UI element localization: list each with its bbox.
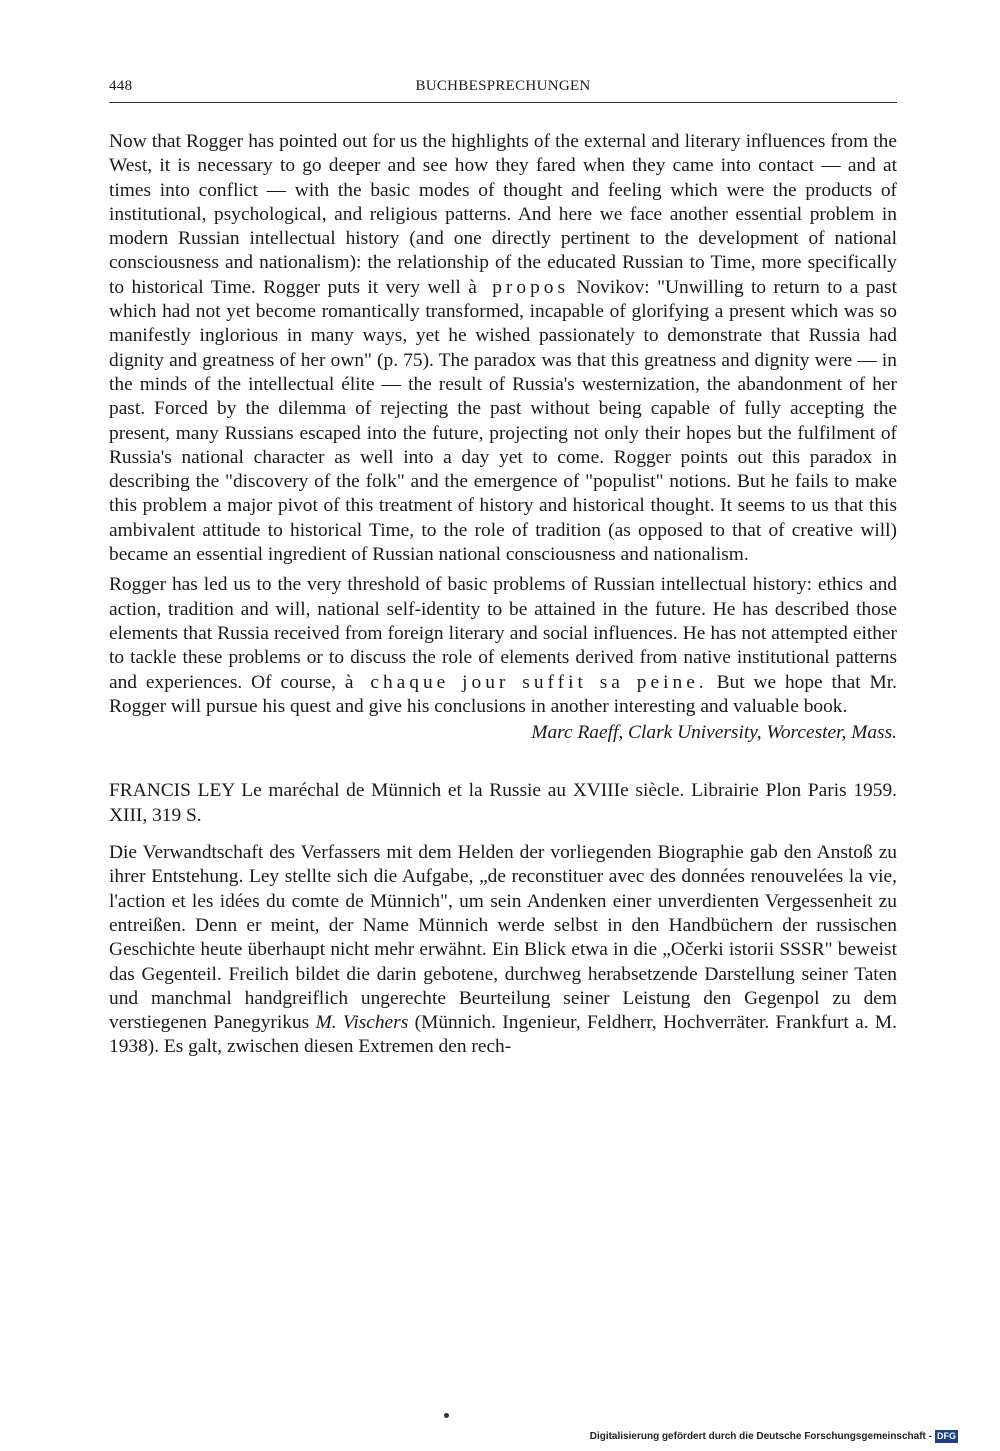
review2-heading: FRANCIS LEY Le maréchal de Münnich et la Russie au XVIIIe siècle. Librairie Plon Paris 1959. XIII, 319 S.	[109, 780, 897, 826]
review2-paragraph-1: Die Verwandtschaft des Verfassers mit dem Helden der vorliegenden Biographie gab den Anstoß zu ihrer Entstehung. Ley stellte sich die Aufgabe, „de reconstituer avec des données renouvelées la vie, l'action et les idées du comte de Münnich", um sein Andenken einer unverdienten Vergessenheit zu entreißen. Denn er meint, der Name Münnich werde selbst in den Handbüchern der russischen Geschichte heute überhaupt nicht mehr erwähnt. Ein Blick etwa in die „Očerki istorii SSSR" beweist das Gegenteil. Freilich bildet die darin gebotene, durchweg herabsetzende Darstellung seiner Taten und manchmal handgreiflich ungerechte Beurteilung seiner Leistung den Gegenpol zu dem verstiegenen Panegyrikus M. Vischers (Münnich. Ingenieur, Feldherr, Hochverräter. Frankfurt a. M. 1938). Es galt, zwischen diesen Extremen den rech-	[109, 842, 897, 1058]
credit-text: Digitalisierung gefördert durch die Deutsche Forschungsgemeinschaft -	[589, 1431, 932, 1442]
author-name: M. Vischers	[315, 1012, 409, 1034]
footer-mark	[444, 1413, 449, 1418]
body-text	[109, 130, 897, 1060]
spaced-phrase: à propos	[468, 276, 570, 298]
running-head: BUCHBESPRECHUNGEN	[415, 78, 591, 94]
reviewer-signature: Marc Raeff, Clark University, Worcester, Mass.	[531, 722, 897, 744]
digitization-credit	[590, 1430, 958, 1443]
review1-paragraph-2: Rogger has led us to the very threshold of basic problems of Russian intellectual history: ethics and action, tradition and will, national self-identity to be attained in the future. He has described those elements that Russia received from foreign literary and social influences. He has not attempted either to tackle these problems or to discuss the role of elements derived from native institutional patterns and experiences. Of course, à chaque jour suffit sa peine. But we hope that Mr. Rogger will pursue his quest and give his conclusions in another interesting and valuable book.	[109, 574, 898, 717]
page-number: 448	[109, 78, 133, 94]
page-header	[109, 78, 897, 103]
review1-paragraph-1: Now that Rogger has pointed out for us the highlights of the external and literary influences from the West, it is necessary to go deeper and see how they fared when they came into contact — and at times into conflict — with the basic modes of thought and feeling which were the products of institutional, psychological, and religious patterns. And here we face another essential problem in modern Russian intellectual history (and one directly pertinent to the development of national consciousness and nationalism): the relationship of the educated Russian to Time, more specifically to historical Time. Rogger puts it very well à propos Novikov: "Unwilling to return to a past which had not yet become romantically transformed, incapable of glorifying a present which was so manifestly inglorious in many ways, yet he wished passionately to demonstrate that Russia had dignity and greatness of her own" (p. 75). The paradox was that this greatness and dignity were — in the minds of the intellectual élite — the result of Russia's westernization, the abandonment of her past. Forced by the dilemma of rejecting the past without being capable of fully accepting the present, many Russians escaped into the future, projecting not only their hopes but the fulfilment of Russia's national character as well into a day yet to come. Rogger points out this paradox in describing the "discovery of the folk" and the emergence of "populist" notions. But he fails to make this problem a major pivot of this treatment of history and historical thought. It seems to us that this ambivalent attitude to historical Time, to the role of tradition (as opposed to that of creative will) became an essential ingredient of Russian national consciousness and nationalism.	[109, 131, 897, 566]
dfg-logo-icon: DFG	[937, 1431, 956, 1441]
spaced-phrase: à chaque jour suffit sa peine.	[344, 671, 708, 693]
